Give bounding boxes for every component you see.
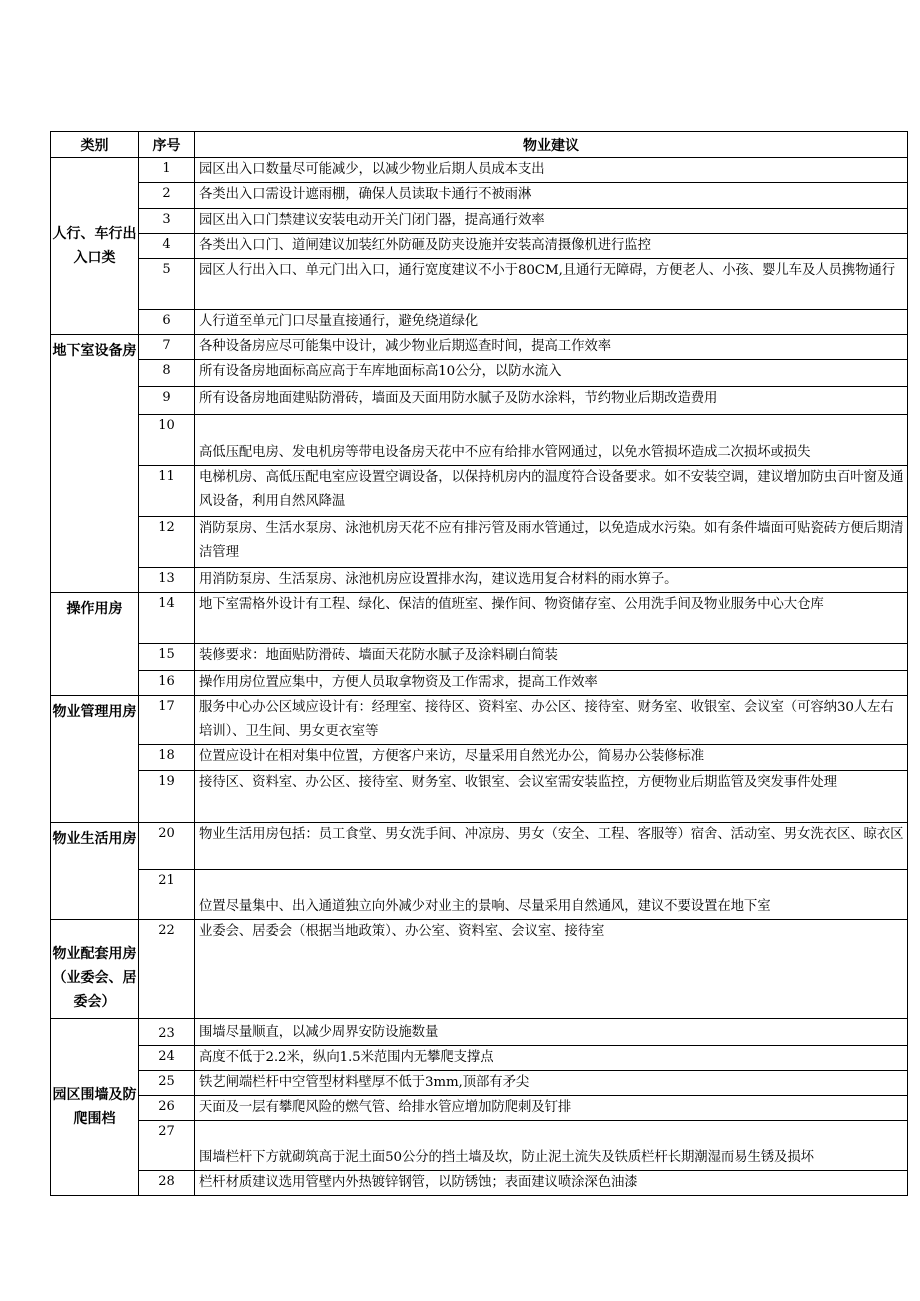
table-row [51,209,908,234]
table-row [51,1171,908,1196]
table-row [51,360,908,387]
suggestion-text: 高度不低于2.2米，纵向1.5米范围内无攀爬支撑点 [195,1046,908,1071]
row-number: 10 [139,415,195,466]
row-number: 21 [139,870,195,920]
table-row [51,593,908,644]
row-number: 28 [139,1171,195,1196]
category-cell: 园区围墙及防爬围档 [51,1019,139,1196]
table-row [51,671,908,696]
row-number: 20 [139,823,195,870]
suggestion-text: 园区出入口数量尽可能减少，以减少物业后期人员成本支出 [195,158,908,183]
suggestion-text: 位置应设计在相对集中位置，方便客户来访，尽量采用自然光办公，简易办公装修标准 [195,745,908,771]
suggestion-text: 接待区、资料室、办公区、接待室、财务室、收银室、会议室需安装监控，方便物业后期监管及突发事件处理 [195,771,908,823]
row-number: 8 [139,360,195,387]
table-row [51,415,908,466]
row-number: 11 [139,466,195,517]
suggestion-text: 物业生活用房包括：员工食堂、男女洗手间、冲凉房、男女（安全、工程、客服等）宿舍、活动室、男女洗衣区、晾衣区 [195,823,908,870]
table-header-row [51,132,908,158]
header-suggestion: 物业建议 [195,132,908,158]
table-row [51,234,908,259]
table-row [51,920,908,1019]
suggestion-text: 各种设备房应尽可能集中设计，减少物业后期巡查时间，提高工作效率 [195,335,908,360]
row-number: 7 [139,335,195,360]
header-category: 类别 [51,132,139,158]
suggestion-text: 所有设备房地面标高应高于车库地面标高10公分，以防水流入 [195,360,908,387]
suggestion-text: 栏杆材质建议选用管壁内外热镀锌钢管，以防锈蚀；表面建议喷涂深色油漆 [195,1171,908,1196]
suggestion-text: 电梯机房、高低压配电室应设置空调设备，以保持机房内的温度符合设备要求。如不安装空调，建议增加防虫百叶窗及通风设备，利用自然风降温 [195,466,908,517]
table-row [51,517,908,568]
row-number: 14 [139,593,195,644]
suggestion-text: 用消防泵房、生活泵房、泳池机房应设置排水沟，建议选用复合材料的雨水箅子。 [195,568,908,593]
row-number: 16 [139,671,195,696]
row-number: 24 [139,1046,195,1071]
row-number: 12 [139,517,195,568]
table-row [51,771,908,823]
row-number: 23 [139,1019,195,1046]
document-page [50,131,907,1196]
row-number: 17 [139,696,195,745]
suggestion-text: 铁艺闸端栏杆中空管型材料壁厚不低于3mm,顶部有矛尖 [195,1071,908,1096]
suggestion-text: 所有设备房地面建贴防滑砖，墙面及天面用防水腻子及防水涂料，节约物业后期改造费用 [195,387,908,415]
table-row [51,335,908,360]
table-row [51,158,908,183]
category-cell: 人行、车行出入口类 [51,158,139,335]
suggestion-text: 围墙栏杆下方就砌筑高于泥土面50公分的挡土墙及坎，防止泥土流失及铁质栏杆长期潮湿而易生锈及损坏 [195,1121,908,1171]
row-number: 13 [139,568,195,593]
category-cell: 操作用房 [51,593,139,696]
suggestion-text: 天面及一层有攀爬风险的燃气管、给排水管应增加防爬刺及钉排 [195,1096,908,1121]
row-number: 6 [139,310,195,335]
table-row [51,1071,908,1096]
row-number: 2 [139,183,195,209]
suggestion-text: 园区出入口门禁建议安装电动开关门闭门器，提高通行效率 [195,209,908,234]
row-number: 4 [139,234,195,259]
table-row [51,466,908,517]
property-suggestions-table [50,131,908,1196]
row-number: 18 [139,745,195,771]
row-number: 5 [139,259,195,310]
suggestion-text: 各类出入口门、道闸建议加装红外防砸及防夹设施并安装高清摄像机进行监控 [195,234,908,259]
table-row [51,696,908,745]
row-number: 15 [139,644,195,671]
table-row [51,1121,908,1171]
table-row [51,1096,908,1121]
row-number: 26 [139,1096,195,1121]
suggestion-text: 服务中心办公区域应设计有：经理室、接待区、资料室、办公区、接待室、财务室、收银室、会议室（可容纳30人左右培训）、卫生间、男女更衣室等 [195,696,908,745]
suggestion-text: 装修要求：地面贴防滑砖、墙面天花防水腻子及涂料刷白简装 [195,644,908,671]
suggestion-text: 人行道至单元门口尽量直接通行，避免绕道绿化 [195,310,908,335]
table-row [51,310,908,335]
suggestion-text: 围墙尽量顺直，以减少周界安防设施数量 [195,1019,908,1046]
table-row [51,259,908,310]
header-number: 序号 [139,132,195,158]
table-row [51,644,908,671]
suggestion-text: 高低压配电房、发电机房等带电设备房天花中不应有给排水管网通过，以免水管损坏造成二次损坏或损失 [195,415,908,466]
suggestion-text: 地下室需格外设计有工程、绿化、保洁的值班室、操作间、物资储存室、公用洗手间及物业服务中心大仓库 [195,593,908,644]
row-number: 1 [139,158,195,183]
category-cell: 物业配套用房（业委会、居委会） [51,920,139,1019]
row-number: 19 [139,771,195,823]
table-row [51,387,908,415]
suggestion-text: 园区人行出入口、单元门出入口，通行宽度建议不小于80CM,且通行无障碍，方便老人、小孩、婴儿车及人员携物通行 [195,259,908,310]
row-number: 9 [139,387,195,415]
table-row [51,183,908,209]
table-row [51,823,908,870]
category-cell: 地下室设备房 [51,335,139,593]
suggestion-text: 消防泵房、生活水泵房、泳池机房天花不应有排污管及雨水管通过，以免造成水污染。如有条件墙面可贴瓷砖方便后期清洁管理 [195,517,908,568]
row-number: 22 [139,920,195,1019]
suggestion-text: 位置尽量集中、出入通道独立向外减少对业主的景响、尽量采用自然通风，建议不要设置在地下室 [195,870,908,920]
suggestion-text: 操作用房位置应集中，方便人员取拿物资及工作需求，提高工作效率 [195,671,908,696]
table-row [51,1046,908,1071]
suggestion-text: 业委会、居委会（根据当地政策）、办公室、资料室、会议室、接待室 [195,920,908,1019]
table-row [51,568,908,593]
row-number: 25 [139,1071,195,1096]
row-number: 27 [139,1121,195,1171]
table-row [51,745,908,771]
row-number: 3 [139,209,195,234]
table-row [51,1019,908,1046]
suggestion-text: 各类出入口需设计遮雨棚，确保人员读取卡通行不被雨淋 [195,183,908,209]
category-cell: 物业生活用房 [51,823,139,920]
category-cell: 物业管理用房 [51,696,139,823]
table-row [51,870,908,920]
